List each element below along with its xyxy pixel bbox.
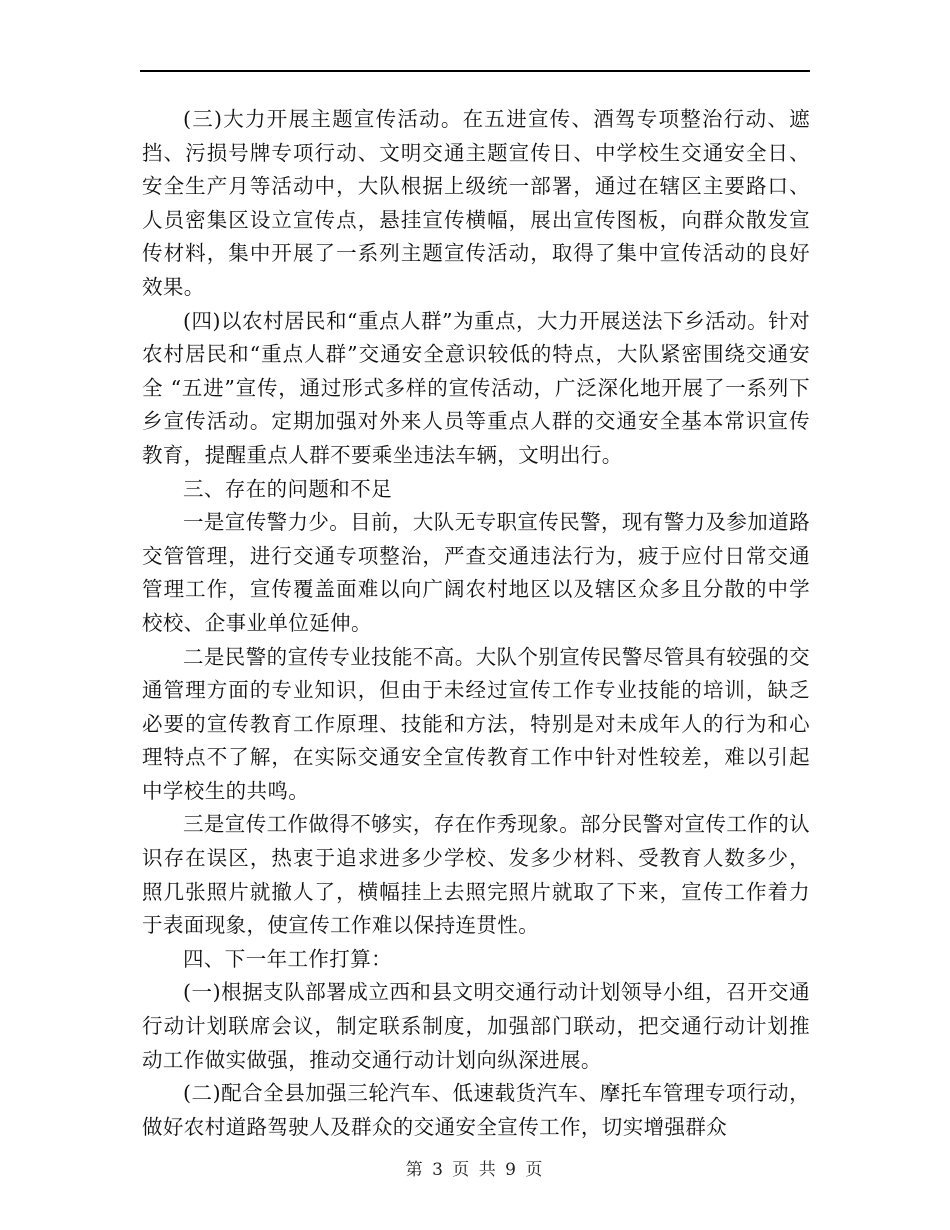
section-heading-problems: 三、存在的问题和不足 [183, 476, 392, 501]
page-number-footer: 第 3 页 共 9 页 [405, 1160, 545, 1180]
paragraph-problem-formalism: 三是宣传工作做得不够实，存在作秀现象。部分民警对宣传工作的认识存在误区，热衷于追求进多少学校、发多少材料、受教育人数多少，照几张照片就撤人了，横幅挂上去照完照片就取了下来，宣传工作着力于表面现象，使宣传工作难以保持连贯性。 [142, 812, 810, 938]
section-heading-next-year: 四、下一年工作打算： [183, 946, 392, 971]
paragraph-problem-staffing: 一是宣传警力少。目前，大队无专职宣传民警，现有警力及参加道路交管管理，进行交通专项整治，严查交通违法行为，疲于应付日常交通管理工作，宣传覆盖面难以向广阔农村地区以及辖区众多且分散的中学校校、企事业单位延伸。 [142, 510, 810, 635]
header-rule [140, 70, 810, 72]
document-body [142, 103, 810, 1144]
paragraph-plan-leadership-group: (一)根据支队部署成立西和县文明交通行动计划领导小组，召开交通行动计划联席会议，制定联系制度，加强部门联动，把交通行动计划推动工作做实做强，推动交通行动计划向纵深进展。 [142, 980, 810, 1072]
paragraph-problem-skills: 二是民警的宣传专业技能不高。大队个别宣传民警尽管具有较强的交通管理方面的专业知识，但由于未经过宣传工作专业技能的培训，缺乏必要的宣传教育工作原理、技能和方法，特别是对未成年人的行为和心理特点不了解，在实际交通安全宣传教育工作中针对性较差，难以引起中学校生的共鸣。 [142, 644, 810, 803]
paragraph-rural-outreach: (四)以农村居民和“重点人群”为重点，大力开展送法下乡活动。针对农村居民和“重点人群”交通安全意识较低的特点，大队紧密围绕交通安全 “五进”宣传，通过形式多样的宣传活动，广泛深化地开展了一系列下乡宣传活动。定期加强对外来人员等重点人群的交通安全基本常识宣传教育，提醒重点人群不要乘坐违法车辆，文明出行。 [142, 308, 810, 467]
paragraph-plan-vehicle-campaign: (二)配合全县加强三轮汽车、低速载货汽车、摩托车管理专项行动，做好农村道路驾驶人及群众的交通安全宣传工作，切实增强群众 [142, 1081, 810, 1139]
paragraph-theme-campaign: (三)大力开展主题宣传活动。在五进宣传、酒驾专项整治行动、遮挡、污损号牌专项行动、文明交通主题宣传日、中学校生交通安全日、安全生产月等活动中，大队根据上级统一部署，通过在辖区主要路口、人员密集区设立宣传点，悬挂宣传横幅，展出宣传图板，向群众散发宣传材料，集中开展了一系列主题宣传活动，取得了集中宣传活动的良好效果。 [142, 107, 810, 299]
